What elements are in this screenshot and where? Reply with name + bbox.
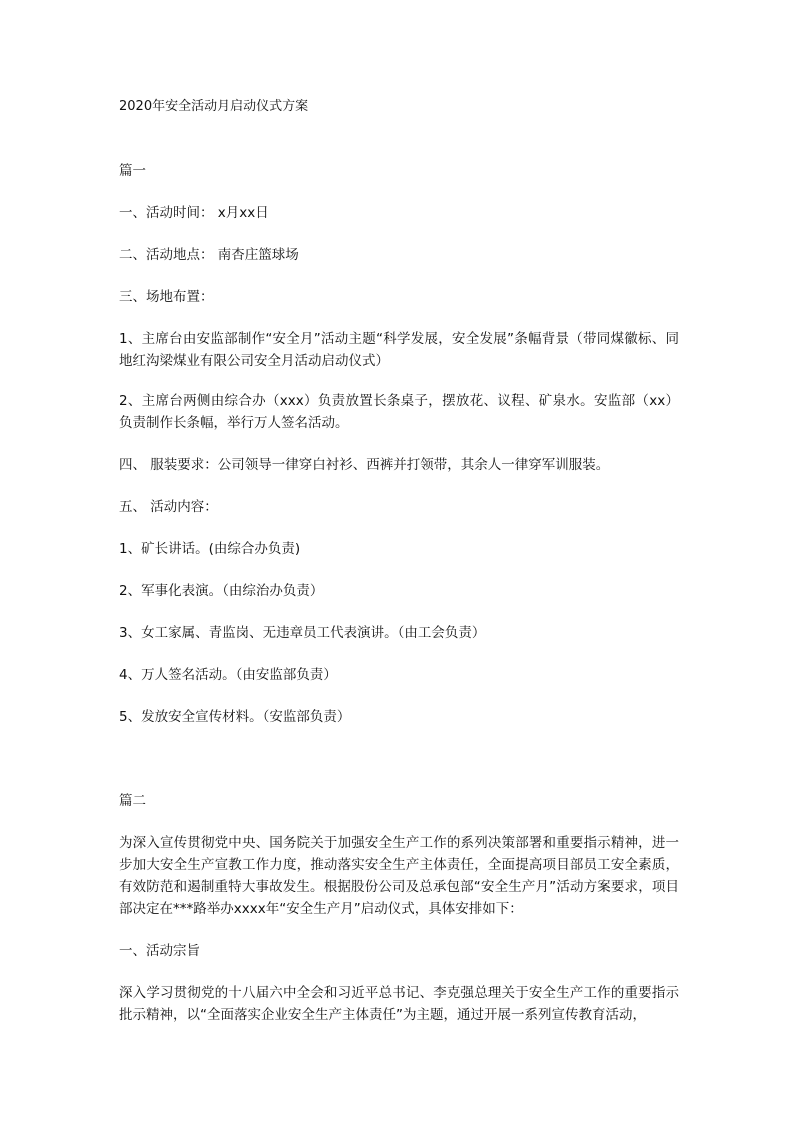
part2-intro: 为深入宣传贯彻党中央、国务院关于加强安全生产工作的系列决策部署和重要指示精神，进一步加大安全生产宣教工作力度，推动落实安全生产主体责任，全面提高项目部员工安全素质，有效防范和遏制重特大事故发生。根据股份公司及总承包部“安全生产月”活动方案要求，项目部决定在***路举办xxxx年“安全生产月”启动仪式，具体安排如下：	[119, 835, 679, 917]
activity-place: 二、活动地点： 南杏庄篮球场	[119, 247, 299, 263]
activity-item-5: 5、发放安全宣传材料。（安监部负责）	[119, 709, 351, 725]
activity-content-heading: 五、 活动内容：	[119, 499, 218, 515]
dress-code: 四、 服装要求：公司领导一律穿白衬衫、西裤并打领带，其余人一律穿军训服装。	[119, 457, 610, 473]
venue-layout-item-1: 1、主席台由安监部制作“安全月”活动主题“科学发展，安全发展”条幅背景（带同煤徽标、同地红沟梁煤业有限公司安全月活动启动仪式）	[119, 331, 679, 369]
document-page	[119, 96, 679, 1026]
venue-layout-heading: 三、场地布置：	[119, 289, 214, 305]
document-title: 2020年安全活动月启动仪式方案	[119, 99, 309, 114]
activity-item-1: 1、矿长讲话。(由综合办负责)	[119, 541, 301, 557]
activity-item-2: 2、军事化表演。（由综治办负责）	[119, 583, 324, 599]
activity-item-4: 4、万人签名活动。（由安监部负责）	[119, 667, 337, 683]
section-heading-part1: 篇一	[119, 163, 146, 179]
section-heading-part2: 篇二	[119, 793, 146, 809]
purpose-heading: 一、活动宗旨	[119, 943, 200, 959]
venue-layout-item-2: 2、主席台两侧由综合办（xxx）负责放置长条桌子，摆放花、议程、矿泉水。安监部（xx）负责制作长条幅，举行万人签名活动。	[119, 393, 679, 431]
purpose-text: 深入学习贯彻党的十八届六中全会和习近平总书记、李克强总理关于安全生产工作的重要指示批示精神，以“全面落实企业安全生产主体责任”为主题，通过开展一系列宣传教育活动，	[119, 985, 679, 1023]
activity-item-3: 3、女工家属、青监岗、无违章员工代表演讲。（由工会负责）	[119, 625, 486, 641]
activity-time: 一、活动时间： x月xx日	[119, 205, 269, 221]
